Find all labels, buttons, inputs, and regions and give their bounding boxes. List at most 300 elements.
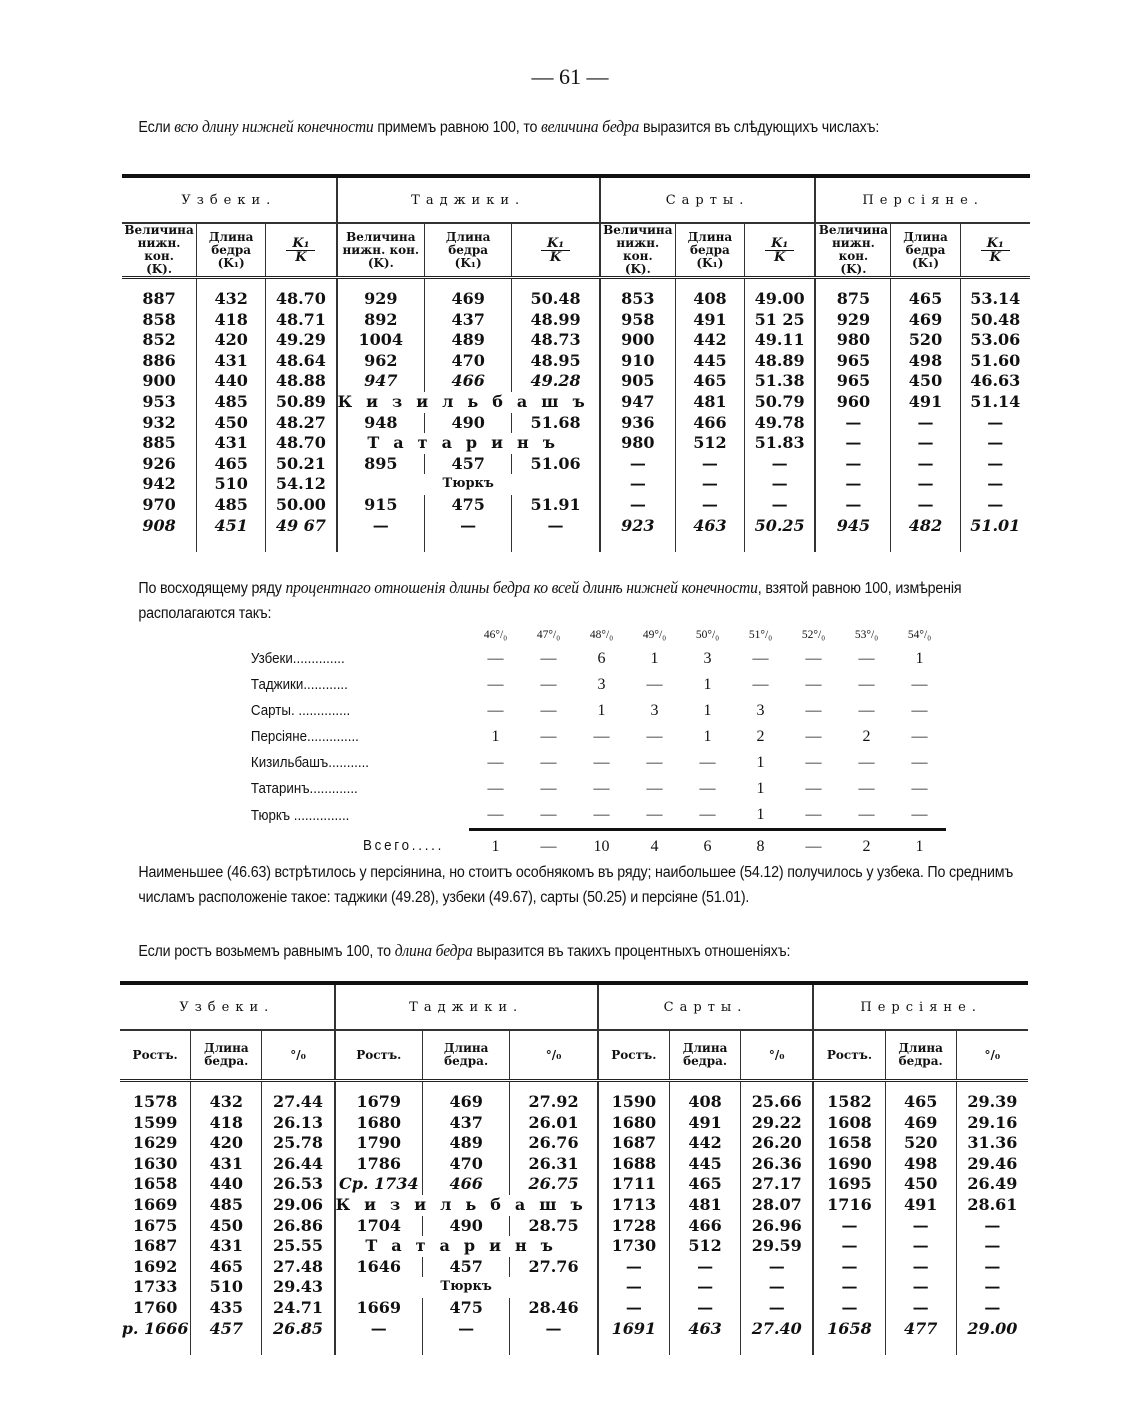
table-row xyxy=(120,1092,1028,1113)
column-header xyxy=(744,223,815,278)
count-cell: — xyxy=(540,780,557,797)
ethnic-label-cell: Тюркъ xyxy=(337,474,600,495)
table-cell: — xyxy=(422,1319,509,1340)
table-cell: 29.22 xyxy=(741,1113,814,1134)
table-cell: 49.11 xyxy=(744,330,815,351)
group-header: Узбеки. xyxy=(122,176,337,223)
column-header xyxy=(422,1030,509,1081)
table-cell: 465 xyxy=(891,289,960,310)
table-row xyxy=(122,495,1030,516)
fraction xyxy=(541,237,570,264)
table-cell: 28.75 xyxy=(510,1216,598,1237)
count-cell: — xyxy=(646,676,663,693)
spacer-cell xyxy=(741,1081,814,1093)
table-cell: 26.85 xyxy=(262,1319,335,1340)
column-header xyxy=(425,223,512,278)
spacer-cell xyxy=(956,1339,1028,1355)
table-cell: — xyxy=(598,1257,670,1278)
distribution-header-row xyxy=(250,624,946,646)
table-cell: 445 xyxy=(670,1154,741,1175)
count-cell: — xyxy=(646,728,663,745)
page-number: — 61 — xyxy=(531,64,609,89)
italic-text: процентнаго отношенія длины бедра ко всей длинѣ нижней конечности xyxy=(285,578,758,597)
table-cell: 1629 xyxy=(132,1133,178,1153)
spacer-cell xyxy=(197,278,266,290)
table-cell: — xyxy=(512,516,600,537)
table-cell: — xyxy=(335,1319,423,1340)
header-line: (K₁) xyxy=(217,255,245,270)
table-cell: 1658 xyxy=(813,1319,885,1340)
count-cell: — xyxy=(858,702,875,719)
table-cell: 980 xyxy=(600,433,676,454)
table-cell: 1713 xyxy=(598,1195,670,1216)
header-line: нижн. кон. xyxy=(832,236,875,263)
table-cell: — xyxy=(813,1277,885,1298)
spacer-cell xyxy=(815,536,891,552)
table-cell: 490 xyxy=(422,1216,509,1237)
table-cell: 915 xyxy=(337,495,425,516)
table-cell: 50.48 xyxy=(512,289,600,310)
table-cell: 475 xyxy=(425,495,512,516)
table-cell: 498 xyxy=(891,351,960,372)
table-row xyxy=(120,1216,1028,1237)
count-cell: 3 xyxy=(756,702,765,719)
table-cell: 437 xyxy=(425,310,512,331)
table-cell: 1669 xyxy=(335,1298,423,1319)
group-header: Персіяне. xyxy=(815,176,1030,223)
header-line: нижн. кон. xyxy=(342,242,420,257)
spacer-cell xyxy=(120,1081,191,1093)
spacer-cell xyxy=(425,278,512,290)
table-cell: — xyxy=(425,516,512,537)
table-cell: 965 xyxy=(815,371,891,392)
count-cell: — xyxy=(487,676,504,693)
count-cell: — xyxy=(911,780,928,797)
count-cell: — xyxy=(805,754,822,771)
distribution-row xyxy=(250,672,946,698)
count-cell: 1 xyxy=(491,728,500,745)
table-cell: 1658 xyxy=(813,1133,885,1154)
table-cell: 53.14 xyxy=(960,289,1030,310)
table-cell: 432 xyxy=(191,1092,262,1113)
table-cell: 1695 xyxy=(813,1174,885,1195)
table-cell: 48.70 xyxy=(266,289,337,310)
spacer-row xyxy=(120,1081,1028,1093)
count-cell: — xyxy=(540,728,557,745)
column-header xyxy=(891,223,960,278)
table-cell: 463 xyxy=(670,1319,741,1340)
column-header xyxy=(512,223,600,278)
table-row xyxy=(120,1277,1028,1298)
header-line: нижн. кон. xyxy=(616,236,660,263)
table-cell: 27.44 xyxy=(262,1092,335,1113)
table-cell: 48.99 xyxy=(512,310,600,331)
spacer-cell xyxy=(741,1339,814,1355)
header-line: Длина xyxy=(445,229,491,244)
table-cell: 491 xyxy=(670,1113,741,1134)
spacer-cell xyxy=(512,278,600,290)
header-line: (K₁) xyxy=(454,255,482,270)
percent-header: 53°/₀ xyxy=(854,629,879,641)
table-cell: 435 xyxy=(191,1298,262,1319)
table-cell: 520 xyxy=(891,330,960,351)
count-cell: — xyxy=(487,754,504,771)
table-cell: 418 xyxy=(197,310,266,331)
table-cell: 905 xyxy=(600,371,676,392)
count-cell: — xyxy=(911,676,928,693)
table-cell: 895 xyxy=(337,454,425,475)
distribution-row xyxy=(250,776,946,802)
table-cell: 29.43 xyxy=(262,1277,335,1298)
table-cell: — xyxy=(813,1298,885,1319)
count-cell: 1 xyxy=(650,650,659,667)
table-cell: 51.01 xyxy=(960,516,1030,537)
table-cell: 457 xyxy=(191,1319,262,1340)
fraction xyxy=(286,237,315,264)
intro-paragraph-1 xyxy=(120,114,1054,140)
table-cell: 54.12 xyxy=(266,474,337,495)
count-cell: — xyxy=(487,702,504,719)
spacer-cell xyxy=(120,1339,191,1355)
italic-text: величина бедра xyxy=(541,117,640,136)
table-cell: 1646 xyxy=(335,1257,423,1278)
spacer-cell xyxy=(744,536,815,552)
spacer-cell xyxy=(813,1339,885,1355)
table-cell: — xyxy=(815,454,891,475)
count-cell: 3 xyxy=(597,676,606,693)
table-cell: 51.14 xyxy=(960,392,1030,413)
count-cell: — xyxy=(858,676,875,693)
spacer-cell xyxy=(956,1081,1028,1093)
table-cell: 26.20 xyxy=(741,1133,814,1154)
text: выразится въ слѣдующихъ числахъ: xyxy=(639,119,880,136)
count-cell: 1 xyxy=(756,806,765,823)
header-line: (K₁) xyxy=(911,255,940,270)
table-row xyxy=(120,1257,1028,1278)
table-cell: 466 xyxy=(670,1216,741,1237)
table-cell: 50.00 xyxy=(266,495,337,516)
table-cell: 26.96 xyxy=(741,1216,814,1237)
table-cell: 947 xyxy=(337,371,425,392)
table-cell: 26.01 xyxy=(510,1113,598,1134)
table-cell: 49 67 xyxy=(266,516,337,537)
spacer-row xyxy=(122,278,1030,290)
header-line: (K). xyxy=(624,262,651,276)
column-header xyxy=(191,1030,262,1081)
table-cell: 900 xyxy=(600,330,676,351)
table-cell: — xyxy=(815,495,891,516)
table-cell: — xyxy=(815,433,891,454)
count-cell: — xyxy=(805,650,822,667)
table-cell: 26.31 xyxy=(510,1154,598,1175)
table-cell: 512 xyxy=(670,1236,741,1257)
table-cell: 445 xyxy=(675,351,744,372)
spacer-cell xyxy=(675,536,744,552)
text: примемъ равною 100, то xyxy=(373,119,542,136)
table-cell: — xyxy=(891,413,960,434)
table-cell: 28.61 xyxy=(956,1195,1028,1216)
table-cell: 469 xyxy=(885,1113,956,1134)
ethnic-label-cell: Кизильбашъ xyxy=(335,1194,597,1214)
count-cell: 1 xyxy=(915,650,924,667)
group-header: Таджики. xyxy=(337,176,600,223)
spacer-cell xyxy=(600,536,676,552)
table-cell: 431 xyxy=(197,433,266,454)
row-label: Тюркъ ............... xyxy=(250,807,350,824)
header-line: бедра. xyxy=(444,1054,489,1068)
total-cell: 8 xyxy=(734,830,787,861)
spacer-cell xyxy=(262,1081,335,1093)
header-line: бедра xyxy=(448,242,489,257)
count-cell: — xyxy=(646,780,663,797)
table-cell: 466 xyxy=(675,413,744,434)
table-cell: 1680 xyxy=(598,1113,670,1134)
table-cell: 886 xyxy=(142,350,176,370)
table-cell: 49.29 xyxy=(266,330,337,351)
table-cell: 50.21 xyxy=(266,454,337,475)
spacer-cell xyxy=(422,1081,509,1093)
ethnic-label-cell: Кизильбашъ xyxy=(337,391,599,411)
spacer-cell xyxy=(675,278,744,290)
column-header: Ростъ. xyxy=(598,1030,670,1081)
table-cell: 1692 xyxy=(132,1256,178,1276)
table-cell: 875 xyxy=(815,289,891,310)
table-cell: — xyxy=(960,454,1030,475)
header-line: (K). xyxy=(367,255,394,270)
table-cell: 469 xyxy=(425,289,512,310)
table-cell: 26.75 xyxy=(510,1174,598,1195)
table-cell: 431 xyxy=(197,351,266,372)
table-cell: 26.76 xyxy=(510,1133,598,1154)
table-cell: 48.73 xyxy=(512,330,600,351)
table-cell: 1730 xyxy=(598,1236,670,1257)
table-cell: 970 xyxy=(142,494,176,514)
table-cell: 936 xyxy=(600,413,676,434)
table-cell: 29.16 xyxy=(956,1113,1028,1134)
table-cell: 53.06 xyxy=(960,330,1030,351)
table-cell: 908 xyxy=(142,515,176,535)
table-cell: 1691 xyxy=(598,1319,670,1340)
header-line: бедра xyxy=(211,242,252,257)
table-cell: — xyxy=(670,1257,741,1278)
count-cell: 3 xyxy=(650,702,659,719)
table-cell: 960 xyxy=(815,392,891,413)
group-header: Персіяне. xyxy=(813,983,1028,1030)
table-cell: 923 xyxy=(600,516,676,537)
table-cell: 457 xyxy=(422,1257,509,1278)
table-cell: 929 xyxy=(815,310,891,331)
table-cell: 466 xyxy=(422,1174,509,1195)
count-cell: 6 xyxy=(597,650,606,667)
table-cell: 962 xyxy=(337,351,425,372)
italic-text: длина бедра xyxy=(394,941,473,960)
table-row xyxy=(122,516,1030,537)
table-cell: 1608 xyxy=(813,1113,885,1134)
row-label: Персіяне.............. xyxy=(250,729,359,745)
table-cell: — xyxy=(960,433,1030,454)
table-cell: — xyxy=(885,1236,956,1257)
spacer-row xyxy=(122,536,1030,552)
table-cell: 440 xyxy=(197,371,266,392)
spacer-cell xyxy=(266,536,337,552)
count-cell: — xyxy=(540,754,557,771)
count-cell: — xyxy=(540,702,557,719)
table-cell: 490 xyxy=(425,413,512,434)
total-row xyxy=(250,830,946,861)
percent-header: 49°/₀ xyxy=(642,629,667,641)
count-cell: — xyxy=(540,806,557,823)
count-cell: — xyxy=(540,676,557,693)
header-line: Величина xyxy=(124,223,194,237)
table-cell: 1675 xyxy=(132,1215,178,1235)
column-header xyxy=(600,223,676,278)
table-cell: — xyxy=(670,1277,741,1298)
count-cell: 1 xyxy=(703,676,712,693)
header-line: бедра. xyxy=(204,1054,249,1068)
table-cell: 48.88 xyxy=(266,371,337,392)
table-cell: 51.91 xyxy=(512,495,600,516)
table-cell: 50.79 xyxy=(744,392,815,413)
table-cell: 491 xyxy=(891,392,960,413)
fraction-numerator: K₁ xyxy=(286,237,315,251)
table-cell: 926 xyxy=(142,453,176,473)
spacer-cell xyxy=(262,1339,335,1355)
count-cell: 2 xyxy=(862,728,871,745)
table-cell: — xyxy=(956,1257,1028,1278)
table-cell: 1688 xyxy=(598,1154,670,1175)
table-cell: р. 1666 xyxy=(121,1318,189,1338)
text: , взятой равною 100, измѣренія располагаются такъ: xyxy=(138,580,962,622)
table-cell: 498 xyxy=(885,1154,956,1175)
spacer-cell xyxy=(425,536,512,552)
table-cell: 51.68 xyxy=(512,413,600,434)
table-row xyxy=(122,433,1030,454)
table-row xyxy=(122,371,1030,392)
table-cell: — xyxy=(885,1298,956,1319)
column-header xyxy=(815,223,891,278)
table-cell: — xyxy=(813,1236,885,1257)
spacer-cell xyxy=(598,1081,670,1093)
table-cell: — xyxy=(741,1257,814,1278)
table-cell: — xyxy=(956,1277,1028,1298)
table-row xyxy=(120,1236,1028,1257)
table-cell: 853 xyxy=(600,289,676,310)
total-cell: 10 xyxy=(575,830,628,861)
header-line: бедра xyxy=(690,242,730,257)
table-cell: — xyxy=(815,413,891,434)
table-cell: 1599 xyxy=(132,1112,178,1132)
table-cell: 49.00 xyxy=(744,289,815,310)
count-cell: — xyxy=(911,754,928,771)
table-cell: 29.39 xyxy=(956,1092,1028,1113)
table-cell: 945 xyxy=(815,516,891,537)
table-cell: 1790 xyxy=(335,1133,423,1154)
percent-header: 50°/₀ xyxy=(695,629,720,641)
table-cell: 48.71 xyxy=(266,310,337,331)
table-cell: 431 xyxy=(191,1154,262,1175)
height-ratio-table xyxy=(120,981,1028,1355)
header-line: Величина xyxy=(603,223,673,237)
text: выразится въ такихъ процентныхъ отношеніяхъ: xyxy=(472,943,791,960)
table-cell: 1687 xyxy=(132,1236,178,1256)
table-cell: — xyxy=(956,1216,1028,1237)
table-cell: 466 xyxy=(425,371,512,392)
table-cell: 1582 xyxy=(813,1092,885,1113)
column-header: Ростъ. xyxy=(335,1030,423,1081)
table-cell: — xyxy=(598,1277,670,1298)
column-header: Ростъ. xyxy=(120,1030,191,1081)
table-cell: 27.40 xyxy=(741,1319,814,1340)
group-header-row xyxy=(120,983,1028,1030)
spacer-cell xyxy=(885,1081,956,1093)
table-cell: 450 xyxy=(885,1174,956,1195)
table-cell: 1004 xyxy=(337,330,425,351)
table-cell: 965 xyxy=(815,351,891,372)
text: По восходящему ряду xyxy=(138,580,286,597)
count-cell: — xyxy=(805,780,822,797)
spacer-cell xyxy=(191,1339,262,1355)
table-cell: — xyxy=(891,495,960,516)
spacer-cell xyxy=(670,1081,741,1093)
table-cell: — xyxy=(741,1298,814,1319)
table-cell: 26.44 xyxy=(262,1154,335,1175)
count-cell: — xyxy=(752,650,769,667)
spacer-cell xyxy=(670,1339,741,1355)
table-cell: 25.66 xyxy=(741,1092,814,1113)
count-cell: — xyxy=(858,806,875,823)
table-cell: 1716 xyxy=(813,1195,885,1216)
sub-header-row xyxy=(120,1030,1028,1081)
ethnic-label-cell: Тюркъ xyxy=(335,1277,598,1298)
table-cell: — xyxy=(670,1298,741,1319)
table-cell: 469 xyxy=(422,1092,509,1113)
table-cell: 929 xyxy=(337,289,425,310)
table-cell: — xyxy=(744,454,815,475)
group-header: Таджики. xyxy=(335,983,598,1030)
table-cell: 29.59 xyxy=(741,1236,814,1257)
table-cell: 46.63 xyxy=(960,371,1030,392)
count-cell: — xyxy=(858,754,875,771)
group-header-row xyxy=(122,176,1030,223)
table-row xyxy=(120,1298,1028,1319)
table-cell: — xyxy=(891,474,960,495)
table-cell: 948 xyxy=(337,413,425,434)
table-cell: — xyxy=(744,495,815,516)
table-cell: — xyxy=(675,495,744,516)
table-cell: 953 xyxy=(142,391,176,411)
spacer-cell xyxy=(266,278,337,290)
fraction-denominator: K xyxy=(549,249,562,265)
table-cell: 26.36 xyxy=(741,1154,814,1175)
header-line: Величина xyxy=(818,223,889,237)
table-cell: 1687 xyxy=(598,1133,670,1154)
column-header xyxy=(337,223,425,278)
table-cell: 26.13 xyxy=(262,1113,335,1134)
column-header xyxy=(885,1030,956,1081)
table-cell: 489 xyxy=(422,1133,509,1154)
table-cell: 463 xyxy=(675,516,744,537)
table-cell: 25.55 xyxy=(262,1236,335,1257)
table-cell: 457 xyxy=(425,454,512,475)
header-line: Длина xyxy=(898,1041,943,1055)
total-cell: — xyxy=(522,830,575,861)
table-cell: — xyxy=(675,454,744,475)
column-header xyxy=(197,223,266,278)
header-line: Длина xyxy=(443,1041,489,1055)
table-cell: 520 xyxy=(885,1133,956,1154)
fraction-denominator: K xyxy=(989,249,1001,265)
spacer-cell xyxy=(600,278,676,290)
